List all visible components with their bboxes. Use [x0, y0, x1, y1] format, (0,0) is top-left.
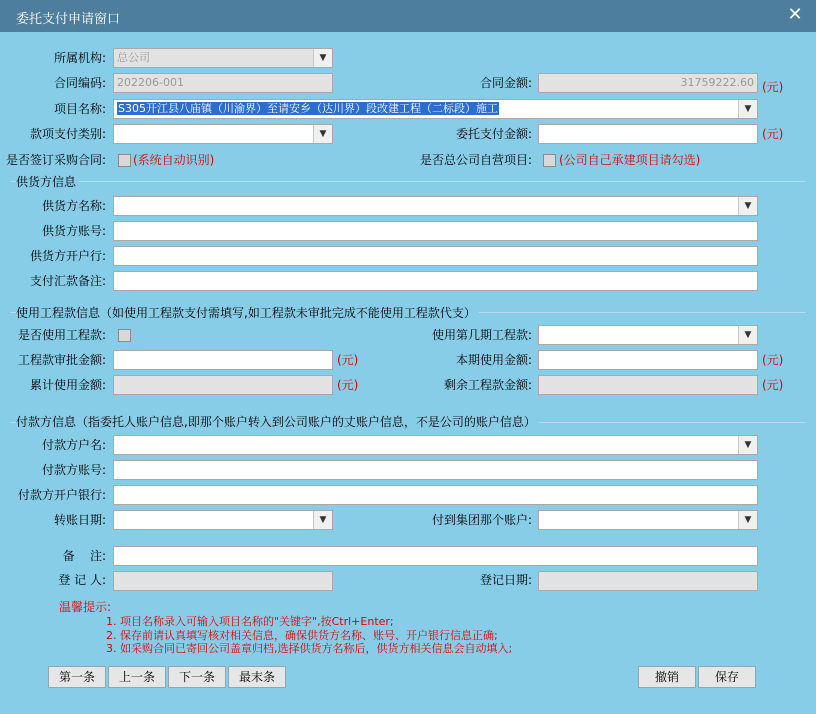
org-value: 总公司 — [117, 51, 150, 64]
payer-account-label: 付款方账号: — [41, 463, 106, 477]
project-value: S305开江县八庙镇（川渝界）至请安乡（达川界）段改建工程（二标段）施工 — [118, 102, 498, 115]
project-label: 项目名称: — [53, 102, 106, 116]
contract-amount-field[interactable]: 31759222.60 — [538, 73, 758, 93]
project-select[interactable] — [113, 99, 758, 119]
engineering-period-label: 使用第几期工程款: — [431, 328, 532, 342]
yuan-unit: (元) — [762, 80, 784, 94]
close-icon[interactable]: ✕ — [787, 4, 803, 25]
supplier-account-label: 供货方账号: — [41, 224, 106, 238]
approved-amount-input[interactable] — [113, 350, 333, 370]
self-project-note: (公司自己承建项目请勾选) — [559, 153, 701, 167]
self-project-checkbox[interactable] — [543, 154, 556, 167]
payer-bank-label: 付款方开户银行: — [17, 488, 106, 502]
group-account-select[interactable] — [538, 510, 758, 530]
window-title: 委托支付申请窗口 — [16, 12, 121, 27]
engineering-group-title: 使用工程款信息（如使用工程款支付需填写,如工程款未审批完成不能使用工程款代支） — [16, 304, 479, 322]
title-bar — [0, 0, 816, 32]
use-engineering-label: 是否使用工程款: — [17, 328, 106, 342]
engineering-period-select[interactable] — [538, 325, 758, 345]
tips-line-1: 1. 项目名称录入可输入项目名称的"关键字",按Ctrl+Enter; — [106, 615, 394, 628]
payer-bank-input[interactable] — [113, 485, 758, 505]
chevron-down-icon[interactable]: ▼ — [313, 511, 332, 529]
current-amount-input[interactable] — [538, 350, 758, 370]
yuan-unit: (元) — [337, 353, 359, 367]
yuan-unit: (元) — [337, 378, 359, 392]
tips-title: 温馨提示: — [59, 600, 112, 614]
last-record-button[interactable]: 最末条 — [228, 666, 286, 688]
first-record-button[interactable]: 第一条 — [48, 666, 106, 688]
chevron-down-icon[interactable]: ▼ — [738, 100, 757, 118]
registrant-label: 登 记 人: — [58, 573, 106, 587]
use-engineering-checkbox[interactable] — [118, 329, 131, 342]
payer-name-select[interactable] — [113, 435, 758, 455]
chevron-down-icon[interactable]: ▼ — [738, 326, 757, 344]
remaining-amount-label: 剩余工程款金额: — [443, 378, 532, 392]
pay-type-label: 款项支付类别: — [29, 127, 106, 141]
payer-group-title: 付款方信息（指委托人账户信息,即那个账户转入到公司账户的丈账户信息，不是公司的账户信息） — [16, 413, 539, 431]
self-project-label: 是否总公司自营项目: — [419, 153, 532, 167]
prev-record-button[interactable]: 上一条 — [108, 666, 166, 688]
yuan-unit: (元) — [762, 378, 784, 392]
remark-input[interactable] — [113, 546, 758, 566]
chevron-down-icon[interactable]: ▼ — [738, 197, 757, 215]
transfer-date-label: 转账日期: — [53, 513, 106, 527]
payer-name-label: 付款方户名: — [41, 438, 106, 452]
signed-contract-checkbox[interactable] — [118, 154, 131, 167]
registrant-field[interactable] — [113, 571, 333, 591]
contract-no-label: 合同编码: — [53, 76, 106, 90]
payment-remark-label: 支付汇款备注: — [29, 274, 106, 288]
tips-line-2: 2. 保存前请认真填写核对相关信息，确保供货方名称、账号、开户银行信息正确; — [106, 629, 498, 642]
supplier-bank-label: 供货方开户行: — [29, 249, 106, 263]
org-select[interactable] — [113, 48, 333, 68]
register-date-field[interactable] — [538, 571, 758, 591]
supplier-name-label: 供货方名称: — [41, 199, 106, 213]
remaining-amount-field[interactable] — [538, 375, 758, 395]
yuan-unit: (元) — [762, 127, 784, 141]
payment-remark-input[interactable] — [113, 271, 758, 291]
supplier-bank-input[interactable] — [113, 246, 758, 266]
supplier-name-select[interactable] — [113, 196, 758, 216]
entrust-amount-input[interactable] — [538, 124, 758, 144]
remark-label: 备 注: — [62, 549, 106, 563]
entrust-amount-label: 委托支付金额: — [455, 127, 532, 141]
chevron-down-icon[interactable]: ▼ — [313, 125, 332, 143]
approved-amount-label: 工程款审批金额: — [17, 353, 106, 367]
group-account-label: 付到集团那个账户: — [431, 513, 532, 527]
cumulative-amount-label: 累计使用金额: — [29, 378, 106, 392]
supplier-account-input[interactable] — [113, 221, 758, 241]
signed-contract-label: 是否签订采购合同: — [5, 153, 106, 167]
register-date-label: 登记日期: — [479, 573, 532, 587]
org-label: 所属机构: — [53, 51, 106, 65]
contract-no-field[interactable]: 202206-001 — [113, 73, 333, 93]
transfer-date-picker[interactable] — [113, 510, 333, 530]
save-button[interactable]: 保存 — [698, 666, 756, 688]
tips-line-3: 3. 如采购合同已寄回公司盖章归档,选择供货方名称后，供货方相关信息会自动填入; — [106, 642, 513, 655]
chevron-down-icon[interactable]: ▼ — [313, 49, 332, 67]
contract-amount-label: 合同金额: — [479, 76, 532, 90]
payer-account-input[interactable] — [113, 460, 758, 480]
supplier-group-title: 供货方信息 — [16, 173, 79, 191]
pay-type-select[interactable] — [113, 124, 333, 144]
yuan-unit: (元) — [762, 353, 784, 367]
cancel-button[interactable]: 撤销 — [638, 666, 696, 688]
chevron-down-icon[interactable]: ▼ — [738, 436, 757, 454]
current-amount-label: 本期使用金额: — [455, 353, 532, 367]
next-record-button[interactable]: 下一条 — [168, 666, 226, 688]
chevron-down-icon[interactable]: ▼ — [738, 511, 757, 529]
signed-contract-note: (系统自动识别) — [133, 153, 215, 167]
cumulative-amount-field[interactable] — [113, 375, 333, 395]
